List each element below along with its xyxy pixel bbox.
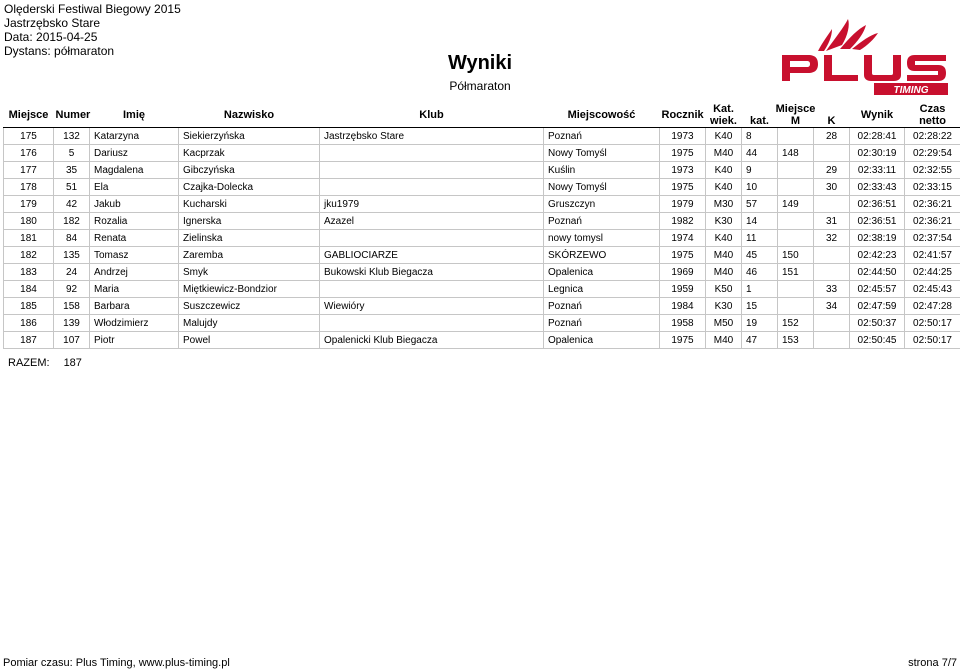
cell-numer: 158 (54, 298, 90, 315)
cell-kat: K40 (706, 179, 742, 196)
cell-numer: 51 (54, 179, 90, 196)
cell-wynik: 02:28:41 (850, 128, 905, 145)
cell-kat: K50 (706, 281, 742, 298)
cell-rocznik: 1975 (660, 332, 706, 349)
cell-miejscowosc: Nowy Tomyśl (544, 145, 660, 162)
table-row (4, 213, 960, 230)
cell-m: 149 (778, 196, 814, 213)
cell-nazwisko: Czajka-Dolecka (179, 179, 320, 196)
cell-klub (320, 315, 544, 332)
cell-nazwisko: Zielinska (179, 230, 320, 247)
cell-mkat: 11 (742, 230, 778, 247)
cell-kat: K30 (706, 213, 742, 230)
cell-wynik: 02:30:19 (850, 145, 905, 162)
cell-nazwisko: Powel (179, 332, 320, 349)
event-distance: Dystans: półmaraton (4, 44, 115, 58)
cell-k: 32 (814, 230, 850, 247)
cell-numer: 24 (54, 264, 90, 281)
cell-k: 29 (814, 162, 850, 179)
cell-kat: K30 (706, 298, 742, 315)
cell-nazwisko: Smyk (179, 264, 320, 281)
cell-mkat: 57 (742, 196, 778, 213)
col-miejsce-k: K (814, 115, 850, 128)
cell-nazwisko: Siekierzyńska (179, 128, 320, 145)
cell-mkat: 46 (742, 264, 778, 281)
col-numer: Numer (54, 103, 90, 128)
cell-rocznik: 1982 (660, 213, 706, 230)
cell-netto: 02:47:28 (905, 298, 960, 315)
cell-mkat: 14 (742, 213, 778, 230)
cell-rocznik: 1969 (660, 264, 706, 281)
cell-imie: Maria (90, 281, 179, 298)
cell-k (814, 264, 850, 281)
cell-miejsce: 180 (4, 213, 54, 230)
col-klub: Klub (320, 103, 544, 128)
cell-imie: Dariusz (90, 145, 179, 162)
cell-miejscowosc: Poznań (544, 128, 660, 145)
cell-miejsce: 182 (4, 247, 54, 264)
cell-mkat: 47 (742, 332, 778, 349)
cell-k: 34 (814, 298, 850, 315)
table-row (4, 298, 960, 315)
cell-rocznik: 1975 (660, 145, 706, 162)
cell-mkat: 44 (742, 145, 778, 162)
cell-nazwisko: Ignerska (179, 213, 320, 230)
table-row (4, 162, 960, 179)
cell-k (814, 145, 850, 162)
cell-mkat: 1 (742, 281, 778, 298)
cell-nazwisko: Gibczyńska (179, 162, 320, 179)
cell-k (814, 332, 850, 349)
cell-kat: K40 (706, 230, 742, 247)
event-date: Data: 2015-04-25 (4, 30, 98, 44)
cell-klub: GABLIOCIARZE (320, 247, 544, 264)
cell-netto: 02:36:21 (905, 196, 960, 213)
cell-m: 151 (778, 264, 814, 281)
cell-m: 153 (778, 332, 814, 349)
col-miejsce-group: Miejsce (775, 103, 816, 115)
cell-miejscowosc: Opalenica (544, 264, 660, 281)
cell-klub (320, 162, 544, 179)
cell-mkat: 9 (742, 162, 778, 179)
cell-netto: 02:50:17 (905, 315, 960, 332)
cell-k: 28 (814, 128, 850, 145)
cell-nazwisko: Kacprzak (179, 145, 320, 162)
cell-rocznik: 1975 (660, 179, 706, 196)
cell-imie: Katarzyna (90, 128, 179, 145)
cell-miejsce: 179 (4, 196, 54, 213)
cell-rocznik: 1974 (660, 230, 706, 247)
cell-netto: 02:32:55 (905, 162, 960, 179)
cell-wynik: 02:50:45 (850, 332, 905, 349)
cell-m: 148 (778, 145, 814, 162)
event-header (4, 2, 181, 58)
cell-k (814, 247, 850, 264)
cell-klub: Wiewióry (320, 298, 544, 315)
cell-miejsce: 184 (4, 281, 54, 298)
cell-miejsce: 186 (4, 315, 54, 332)
cell-wynik: 02:44:50 (850, 264, 905, 281)
cell-wynik: 02:36:51 (850, 213, 905, 230)
cell-miejsce: 175 (4, 128, 54, 145)
cell-wynik: 02:42:23 (850, 247, 905, 264)
cell-imie: Jakub (90, 196, 179, 213)
cell-m (778, 298, 814, 315)
logo-timing-text: TIMING (893, 85, 929, 95)
cell-rocznik: 1973 (660, 128, 706, 145)
cell-imie: Rozalia (90, 213, 179, 230)
cell-mkat: 19 (742, 315, 778, 332)
summary-total (8, 357, 82, 369)
table-row (4, 230, 960, 247)
col-miejsce-m: M (778, 115, 814, 128)
col-miejsce-kat: kat. (742, 115, 778, 128)
cell-rocznik: 1958 (660, 315, 706, 332)
table-row (4, 128, 960, 145)
cell-nazwisko: Malujdy (179, 315, 320, 332)
table-row (4, 179, 960, 196)
cell-imie: Włodzimierz (90, 315, 179, 332)
event-name: Olęderski Festiwal Biegowy 2015 (4, 2, 181, 16)
cell-rocznik: 1959 (660, 281, 706, 298)
cell-netto: 02:44:25 (905, 264, 960, 281)
cell-m (778, 162, 814, 179)
cell-netto: 02:33:15 (905, 179, 960, 196)
cell-klub (320, 230, 544, 247)
table-row (4, 281, 960, 298)
footer-page-number: strona 7/7 (908, 657, 957, 669)
cell-numer: 132 (54, 128, 90, 145)
col-rocznik: Rocznik (660, 103, 706, 128)
cell-klub: Azazel (320, 213, 544, 230)
cell-nazwisko: Kucharski (179, 196, 320, 213)
cell-numer: 92 (54, 281, 90, 298)
cell-miejsce: 176 (4, 145, 54, 162)
cell-netto: 02:36:21 (905, 213, 960, 230)
cell-imie: Andrzej (90, 264, 179, 281)
cell-miejsce: 187 (4, 332, 54, 349)
cell-klub: Bukowski Klub Biegacza (320, 264, 544, 281)
cell-numer: 139 (54, 315, 90, 332)
cell-rocznik: 1973 (660, 162, 706, 179)
cell-k (814, 196, 850, 213)
page-subtitle: Półmaraton (449, 79, 511, 93)
summary-value: 187 (63, 357, 82, 369)
cell-imie: Ela (90, 179, 179, 196)
cell-miejscowosc: nowy tomysl (544, 230, 660, 247)
cell-miejscowosc: Opalenica (544, 332, 660, 349)
col-imie: Imię (90, 103, 179, 128)
cell-k (814, 315, 850, 332)
cell-imie: Piotr (90, 332, 179, 349)
cell-mkat: 15 (742, 298, 778, 315)
cell-imie: Magdalena (90, 162, 179, 179)
cell-numer: 84 (54, 230, 90, 247)
col-wynik: Wynik (850, 103, 905, 128)
cell-netto: 02:29:54 (905, 145, 960, 162)
cell-wynik: 02:45:57 (850, 281, 905, 298)
cell-netto: 02:37:54 (905, 230, 960, 247)
cell-m (778, 128, 814, 145)
table-row (4, 315, 960, 332)
cell-wynik: 02:50:37 (850, 315, 905, 332)
cell-rocznik: 1975 (660, 247, 706, 264)
cell-miejsce: 177 (4, 162, 54, 179)
cell-m (778, 213, 814, 230)
cell-wynik: 02:33:43 (850, 179, 905, 196)
cell-imie: Renata (90, 230, 179, 247)
plus-timing-logo (778, 15, 950, 95)
cell-netto: 02:28:22 (905, 128, 960, 145)
cell-miejscowosc: Legnica (544, 281, 660, 298)
cell-numer: 42 (54, 196, 90, 213)
table-row (4, 247, 960, 264)
table-row (4, 145, 960, 162)
cell-m (778, 230, 814, 247)
cell-kat: M40 (706, 264, 742, 281)
cell-miejscowosc: Poznań (544, 213, 660, 230)
col-miejsce: Miejsce (4, 103, 54, 128)
cell-m: 150 (778, 247, 814, 264)
results-table (3, 103, 960, 349)
cell-nazwisko: Miętkiewicz-Bondzior (179, 281, 320, 298)
cell-kat: M50 (706, 315, 742, 332)
cell-kat: M40 (706, 247, 742, 264)
summary-label: RAZEM: (8, 357, 50, 369)
cell-wynik: 02:36:51 (850, 196, 905, 213)
col-miejscowosc: Miejscowość (544, 103, 660, 128)
cell-m (778, 179, 814, 196)
cell-wynik: 02:38:19 (850, 230, 905, 247)
cell-miejscowosc: Poznań (544, 315, 660, 332)
cell-miejsce: 183 (4, 264, 54, 281)
table-row (4, 332, 960, 349)
table-row (4, 196, 960, 213)
cell-nazwisko: Zaremba (179, 247, 320, 264)
cell-klub (320, 281, 544, 298)
cell-klub: Jastrzębsko Stare (320, 128, 544, 145)
cell-klub (320, 145, 544, 162)
col-kat-wiek-line2: wiek. (710, 115, 737, 127)
cell-miejscowosc: SKÓRZEWO (544, 247, 660, 264)
cell-kat: K40 (706, 128, 742, 145)
page-title: Wyniki (447, 52, 513, 74)
cell-rocznik: 1984 (660, 298, 706, 315)
cell-netto: 02:45:43 (905, 281, 960, 298)
col-kat-wiek (706, 103, 742, 128)
cell-numer: 5 (54, 145, 90, 162)
cell-k: 33 (814, 281, 850, 298)
footer-timing-credit: Pomiar czasu: Plus Timing, www.plus-timing.pl (3, 657, 230, 669)
table-header-row (4, 103, 960, 115)
cell-numer: 182 (54, 213, 90, 230)
cell-k: 31 (814, 213, 850, 230)
cell-netto: 02:41:57 (905, 247, 960, 264)
col-czas-netto: Czas netto (905, 103, 960, 128)
cell-wynik: 02:47:59 (850, 298, 905, 315)
cell-numer: 107 (54, 332, 90, 349)
cell-wynik: 02:33:11 (850, 162, 905, 179)
cell-imie: Barbara (90, 298, 179, 315)
cell-numer: 35 (54, 162, 90, 179)
cell-klub: jku1979 (320, 196, 544, 213)
cell-netto: 02:50:17 (905, 332, 960, 349)
cell-m: 152 (778, 315, 814, 332)
event-location: Jastrzębsko Stare (4, 16, 101, 30)
cell-kat: M40 (706, 332, 742, 349)
cell-mkat: 45 (742, 247, 778, 264)
col-kat-wiek-line1: Kat. (713, 103, 734, 115)
cell-kat: K40 (706, 162, 742, 179)
cell-klub: Opalenicki Klub Biegacza (320, 332, 544, 349)
col-nazwisko: Nazwisko (179, 103, 320, 128)
cell-miejscowosc: Kuślin (544, 162, 660, 179)
cell-miejsce: 178 (4, 179, 54, 196)
cell-kat: M30 (706, 196, 742, 213)
cell-m (778, 281, 814, 298)
cell-nazwisko: Suszczewicz (179, 298, 320, 315)
cell-rocznik: 1979 (660, 196, 706, 213)
cell-klub (320, 179, 544, 196)
cell-miejscowosc: Nowy Tomyśl (544, 179, 660, 196)
cell-miejscowosc: Poznań (544, 298, 660, 315)
cell-miejscowosc: Gruszczyn (544, 196, 660, 213)
cell-miejsce: 181 (4, 230, 54, 247)
cell-mkat: 10 (742, 179, 778, 196)
table-row (4, 264, 960, 281)
cell-imie: Tomasz (90, 247, 179, 264)
cell-k: 30 (814, 179, 850, 196)
cell-kat: M40 (706, 145, 742, 162)
cell-mkat: 8 (742, 128, 778, 145)
cell-numer: 135 (54, 247, 90, 264)
cell-miejsce: 185 (4, 298, 54, 315)
